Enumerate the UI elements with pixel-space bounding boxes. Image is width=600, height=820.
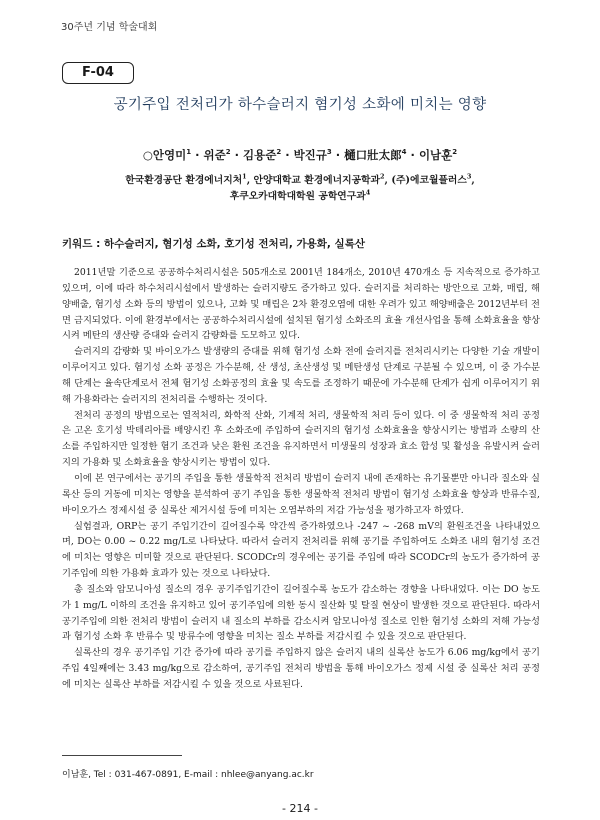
author-name: 樋口壯太郎 (344, 148, 402, 162)
author-separator: · (331, 148, 345, 162)
corresponding-author-footnote: 이남훈, Tel : 031-467-0891, E-mail : nhlee@anyang.ac.kr (62, 770, 314, 780)
paragraph: 2011년말 기준으로 공공하수처리시설은 505개소로 2001년 184개소, 2010년 470개소 등 지속적으로 증가하고 있으며, 이에 따라 하수처리시설에서 발생하는 슬러지량도 증가하고 있다. 슬러지를 처리하는 방안으로 고화, 매립, 해양배출, 혐기성 소화 등의 방법이 있으나, 고화 및 매립은 2차 환경오염에 대한 우려가 있고 해양배출은 2012년부터 전면 금지되었다. 이에 환경부에서는 공공하수처리시설에 설치된 혐기성 소화조의 효율 개선사업을 통해 소화효율을 향상시켜 메탄의 생산량 증대와 슬러지 감량화를 도모하고 있다. (62, 267, 540, 342)
affiliation-index: 1 (242, 172, 247, 181)
author-affil-index: 2 (225, 148, 231, 157)
author-affil-index: 2 (276, 148, 282, 157)
conference-header: 30주년 기념 학술대회 (61, 22, 158, 33)
author-separator: · (191, 148, 204, 162)
footnote-divider (62, 755, 182, 756)
affiliation-index: 4 (365, 188, 371, 197)
affiliation-text: 한국환경공단 환경에너지처 (125, 175, 243, 186)
affiliation-line-2 (0, 188, 600, 202)
session-badge: F-04 (62, 62, 134, 84)
paragraph: 총 질소와 암모니아성 질소의 경우 공기주입기간이 길어질수록 농도가 감소하는 경향을 나타내었다. 이는 DO 농도가 1 mg/L 이하의 조건을 유지하고 있어 공기주입에 의한 동시 질산화 및 탈질 현상이 발생한 것으로 판단된다. 따라서 공기주입에 의한 전처리 방법이 슬러지 내 질소의 부하를 감소시켜 암모니아성 질소로 인한 혐기성 소화의 저해 가능성과 혐기성 소화 후 반류수 및 방류수에 영향을 미치는 질소 부하를 저감시킬 수 있을 것으로 판단된다. (62, 583, 540, 643)
author-separator: · (281, 148, 294, 162)
author-affil-index: 2 (452, 148, 458, 157)
affiliation-index: 3 (466, 172, 472, 181)
keywords-text: 하수슬러지, 혐기성 소화, 호기성 전처리, 가용화, 실록산 (103, 238, 365, 250)
author-separator: · (230, 148, 243, 162)
author-name: 이남훈 (418, 148, 453, 162)
author-name: 위준 (203, 148, 226, 162)
author-name: 김용준 (242, 148, 277, 162)
keywords-label: 키워드 : (62, 238, 104, 250)
author-list (0, 147, 600, 163)
paper-title: 공기주입 전처리가 하수슬러지 혐기성 소화에 미치는 영향 (113, 97, 487, 113)
author-affil-index: 1 (186, 148, 192, 157)
author-name: 박진규 (293, 148, 327, 162)
affiliation-text: , (471, 175, 475, 186)
author-separator: · (406, 148, 419, 162)
author-affil-index: 3 (326, 148, 332, 157)
paragraph: 전처리 공정의 방법으로는 열적처리, 화학적 산화, 기계적 처리, 생물학적 처리 등이 있다. 이 중 생물학적 처리 공정은 고온 호기성 박테리아를 배양시킨 후 소화조에 주입하여 슬러지의 혐기성 소화효율을 향상시키는 방법과 소량의 산소를 주입하지만 일정한 혐기 조건과 낮은 환원 조건을 유지하면서 미생물의 성장과 효소 합성 및 활성을 유발시켜 슬러지의 가용화 및 소화효율을 향상시키는 방법이 있다. (62, 409, 540, 469)
abstract-body (62, 265, 540, 693)
keywords (62, 236, 365, 251)
paragraph: 실험결과, ORP는 공기 주입기간이 길어질수록 약간씩 증가하였으나 -247 ~ -268 mV의 환원조건을 나타내었으며, DO는 0.00 ~ 0.22 mg/L로 나타났다. 따라서 슬러지 전처리를 위해 공기를 주입하여도 소화조 내의 혐기성 조건에 미치는 영향은 미미할 것으로 판단된다. SCODCr의 경우에는 공기를 주입에 따라 SCODCr의 농도가 증가하여 공기주입에 의한 가용화 효과가 있는 것으로 나타났다. (62, 520, 540, 580)
author-name: ○안영미 (142, 148, 187, 162)
affiliation-text: , 안양대학교 환경에너지공학과 (246, 175, 380, 186)
paragraph: 이에 본 연구에서는 공기의 주입을 통한 생물학적 전처리 방법이 슬러지 내에 존재하는 유기물뿐만 아니라 질소와 실록산 등의 거동에 미치는 영향을 분석하여 공기 주입을 통한 생물학적 전처리 방법이 혐기성 소화효율 향상과 반류수질, 바이오가스 정제시설 중 실록산 제거시설 등에 미치는 오염부하의 저감 가능성을 평가하고자 하였다. (62, 472, 540, 516)
affiliation-line-1 (0, 172, 600, 186)
affiliation-index: 2 (379, 172, 385, 181)
paragraph: 슬러지의 감량화 및 바이오가스 발생량의 증대를 위해 혐기성 소화 전에 슬러지를 전처리시키는 다양한 기술 개발이 이루어지고 있다. 혐기성 소화 공정은 가수분해, 산 생성, 초산생성 및 메탄생성 단계로 구분될 수 있으며, 이 중 가수분해 단계는 율속단계로서 전체 혐기성 소화공정의 효율 및 속도를 조정하기 때문에 가수분해 단계가 쉽게 이루어지기 위해 가용화라는 슬러지의 전처리를 수행하는 것이다. (62, 346, 540, 405)
paragraph: 실록산의 경우 공기주입 기간 증가에 따라 공기를 주입하지 않은 슬러지 내의 실록산 농도가 6.06 mg/kg에서 공기주입 4일째에는 3.43 mg/kg으로 감소하여, 공기주입 전처리 방법을 통해 바이오가스 정제 시설 중 실록산 처리 공정에 미치는 실록산 부하를 저감시킬 수 있을 것으로 사료된다. (62, 647, 540, 690)
affiliation-text: , (주)에코월플러스 (384, 175, 467, 186)
affiliation-text: 후쿠오카대학대학원 공학연구과 (229, 191, 366, 202)
page-number: - 214 - (282, 802, 318, 815)
author-affil-index: 4 (401, 148, 407, 157)
